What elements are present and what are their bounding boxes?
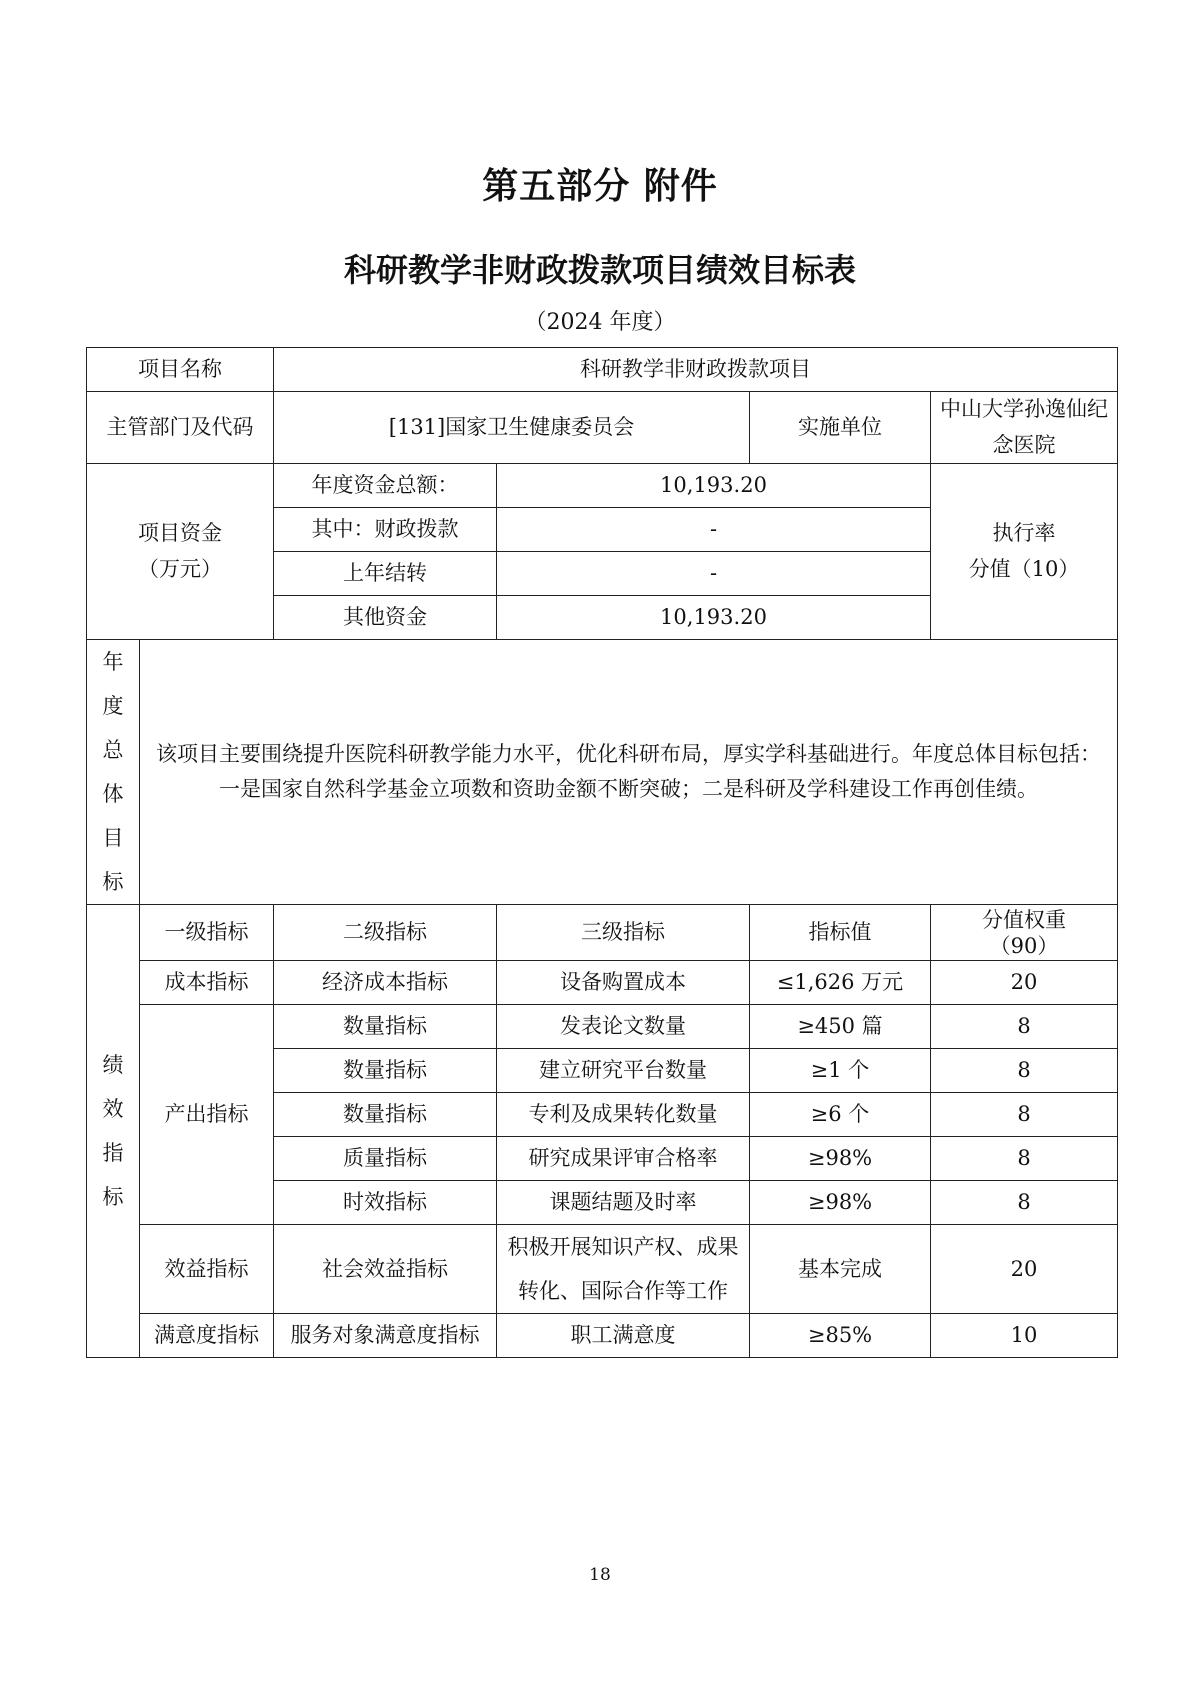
funds-label — [87, 464, 274, 640]
output-weight: 8 — [931, 1049, 1118, 1093]
benefit-level1: 效益指标 — [140, 1225, 274, 1314]
output-level3: 课题结题及时率 — [497, 1181, 750, 1225]
output-level2: 数量指标 — [274, 1093, 497, 1137]
output-weight: 8 — [931, 1181, 1118, 1225]
goal-label-char: 体 — [102, 782, 124, 807]
other-funds-label: 其他资金 — [274, 596, 497, 640]
output-level3: 研究成果评审合格率 — [497, 1137, 750, 1181]
carryover-value: - — [497, 552, 931, 596]
goal-label-char: 年 — [102, 650, 124, 675]
output-weight: 8 — [931, 1005, 1118, 1049]
page-number: 18 — [589, 1565, 611, 1585]
output-value: ≥450 篇 — [750, 1005, 931, 1049]
output-level2: 质量指标 — [274, 1137, 497, 1181]
fiscal-funds-value: - — [497, 508, 931, 552]
goal-label-char: 度 — [102, 694, 124, 719]
header-level2: 二级指标 — [274, 905, 497, 961]
document-year: （2024 年度） — [524, 310, 676, 335]
benefit-level3-line1: 积极开展知识产权、成果 — [507, 1235, 739, 1260]
header-weight — [931, 905, 1118, 961]
cost-level3: 设备购置成本 — [497, 961, 750, 1005]
benefit-value: 基本完成 — [750, 1225, 931, 1314]
output-value: ≥1 个 — [750, 1049, 931, 1093]
output-level3: 发表论文数量 — [497, 1005, 750, 1049]
performance-target-table — [86, 347, 1118, 1358]
table-row — [87, 905, 1118, 961]
annual-goal-text: 该项目主要围绕提升医院科研教学能力水平，优化科研布局，厚实学科基础进行。年度总体目标包括：一是国家自然科学基金立项数和资助金额不断突破；二是科研及学科建设工作再创佳绩。 — [140, 640, 1118, 905]
indicator-label-char: 指 — [102, 1141, 124, 1166]
benefit-level3 — [497, 1225, 750, 1314]
project-name-label: 项目名称 — [87, 348, 274, 392]
impl-unit-label: 实施单位 — [750, 392, 931, 464]
table-row — [87, 961, 1118, 1005]
output-level1: 产出指标 — [140, 1005, 274, 1225]
goal-label-char: 总 — [102, 738, 124, 763]
exec-label-line2: 分值（10） — [968, 556, 1080, 581]
benefit-weight: 20 — [931, 1225, 1118, 1314]
total-funds-value: 10,193.20 — [497, 464, 931, 508]
header-weight-line2: （90） — [989, 933, 1059, 958]
exec-label-line1: 执行率 — [992, 521, 1056, 546]
cost-level1: 成本指标 — [140, 961, 274, 1005]
output-level3: 建立研究平台数量 — [497, 1049, 750, 1093]
funds-label-line1: 项目资金 — [138, 521, 222, 546]
benefit-level3-line2: 转化、国际合作等工作 — [518, 1279, 728, 1304]
output-level2: 数量指标 — [274, 1049, 497, 1093]
indicator-label-char: 标 — [102, 1185, 124, 1210]
output-value: ≥98% — [750, 1181, 931, 1225]
goal-label-char: 标 — [102, 870, 124, 895]
table-row — [87, 464, 1118, 508]
annual-goal-label — [87, 640, 140, 905]
total-funds-label: 年度资金总额： — [274, 464, 497, 508]
funds-label-line2: （万元） — [138, 556, 222, 581]
project-name-value: 科研教学非财政拨款项目 — [274, 348, 1118, 392]
output-weight: 8 — [931, 1137, 1118, 1181]
carryover-label: 上年结转 — [274, 552, 497, 596]
table-row — [87, 640, 1118, 905]
output-weight: 8 — [931, 1093, 1118, 1137]
satisfaction-level1: 满意度指标 — [140, 1314, 274, 1358]
satisfaction-level3: 职工满意度 — [497, 1314, 750, 1358]
other-funds-value: 10,193.20 — [497, 596, 931, 640]
dept-value: [131]国家卫生健康委员会 — [274, 392, 750, 464]
indicator-label-char: 效 — [102, 1097, 124, 1122]
fiscal-funds-label: 其中：财政拨款 — [274, 508, 497, 552]
benefit-level2: 社会效益指标 — [274, 1225, 497, 1314]
document-title: 科研教学非财政拨款项目绩效目标表 — [343, 251, 856, 289]
goal-label-char: 目 — [102, 826, 124, 851]
satisfaction-weight: 10 — [931, 1314, 1118, 1358]
satisfaction-value: ≥85% — [750, 1314, 931, 1358]
table-row — [87, 1225, 1118, 1314]
indicator-label-char: 绩 — [102, 1053, 124, 1078]
table-row — [87, 348, 1118, 392]
output-level3: 专利及成果转化数量 — [497, 1093, 750, 1137]
cost-value: ≤1,626 万元 — [750, 961, 931, 1005]
header-value: 指标值 — [750, 905, 931, 961]
table-row — [87, 1314, 1118, 1358]
output-level2: 数量指标 — [274, 1005, 497, 1049]
table-row — [87, 1005, 1118, 1049]
header-level3: 三级指标 — [497, 905, 750, 961]
header-weight-line1: 分值权重 — [982, 907, 1066, 932]
execution-rate-score — [931, 464, 1118, 640]
impl-unit-value: 中山大学孙逸仙纪念医院 — [931, 392, 1118, 464]
dept-label: 主管部门及代码 — [87, 392, 274, 464]
output-level2: 时效指标 — [274, 1181, 497, 1225]
part-title: 第五部分 附件 — [482, 166, 718, 207]
satisfaction-level2: 服务对象满意度指标 — [274, 1314, 497, 1358]
cost-weight: 20 — [931, 961, 1118, 1005]
indicator-section-label — [87, 905, 140, 1358]
output-value: ≥98% — [750, 1137, 931, 1181]
table-row — [87, 392, 1118, 464]
cost-level2: 经济成本指标 — [274, 961, 497, 1005]
output-value: ≥6 个 — [750, 1093, 931, 1137]
header-level1: 一级指标 — [140, 905, 274, 961]
